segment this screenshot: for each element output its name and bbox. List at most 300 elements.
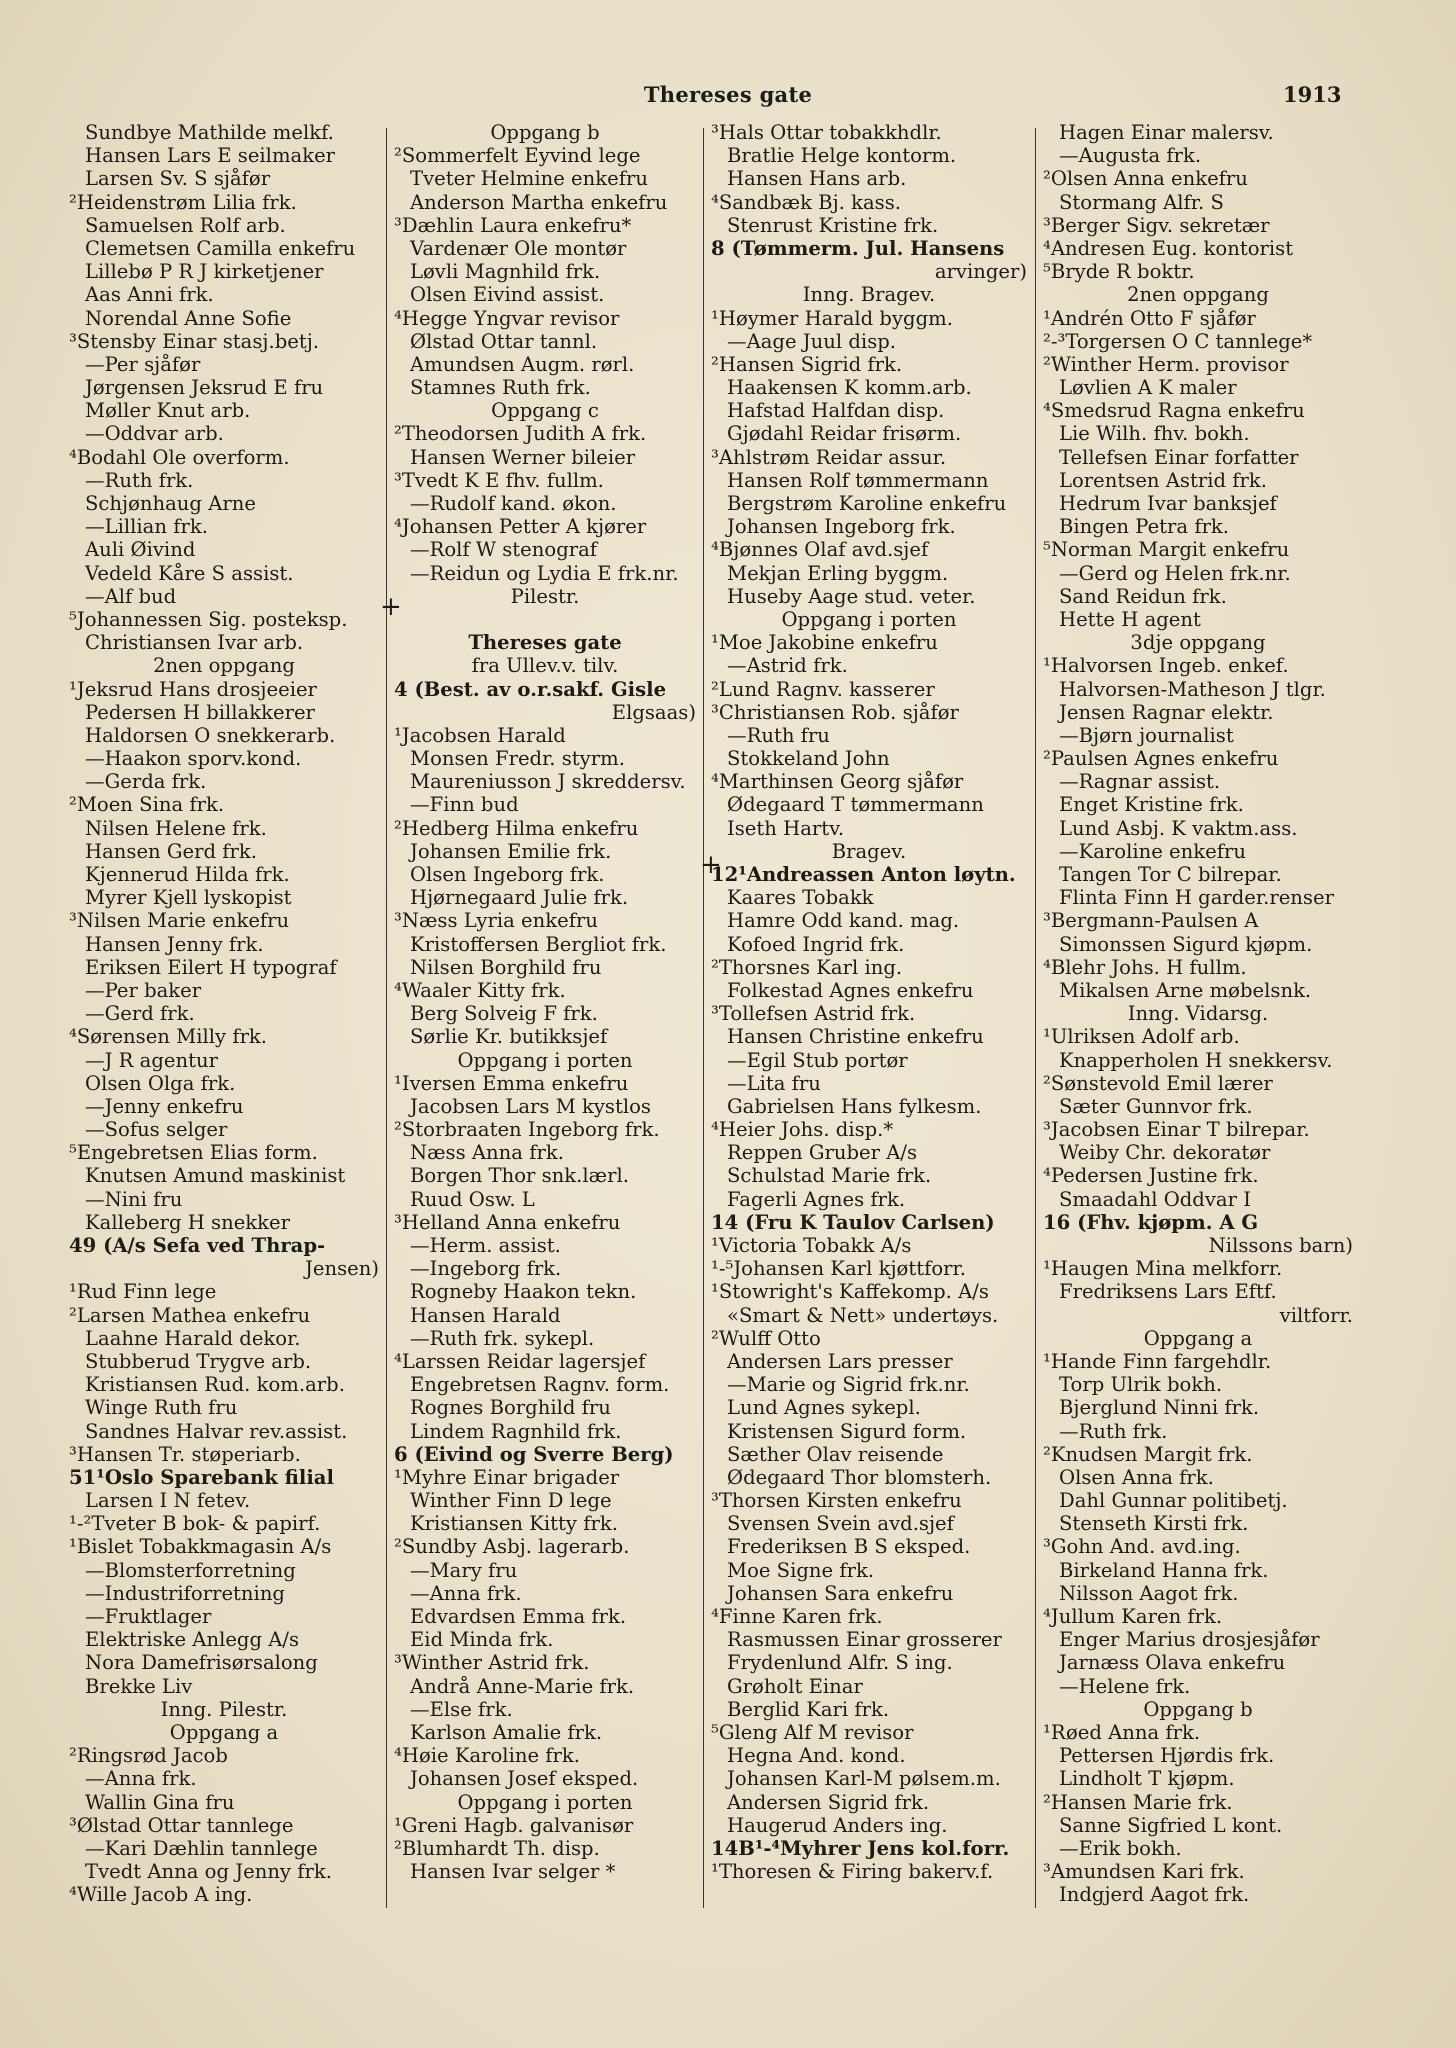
directory-entry: ¹Greni Hagb. galvanisør [394,1813,634,1837]
directory-entry: Olsen Eivind assist. [410,283,605,307]
directory-entry: Johansen Josef eksped. [410,1767,639,1791]
directory-entry: ⁴Larssen Reidar lagersjef [394,1349,646,1373]
directory-entry: 8 (Tømmerm. Jul. Hansens [711,236,1005,260]
directory-entry: Bjerglund Ninni frk. [1059,1396,1260,1420]
directory-entry: Møller Knut arb. [85,399,251,423]
directory-entry: Karlson Amalie frk. [410,1720,603,1744]
directory-entry: ²Winther Herm. provisor [1043,352,1289,376]
directory-entry: Andrå Anne-Marie frk. [410,1674,635,1698]
directory-entry: Stenseth Kirsti frk. [1059,1512,1249,1536]
directory-entry: ²-³Torgersen O C tannlege* [1043,329,1313,353]
directory-entry: Oppgang b [1143,1697,1253,1721]
directory-entry: Mikalsen Arne møbelsnk. [1059,978,1312,1002]
column-rule [1035,128,1036,1908]
directory-entry: Kjennerud Hilda frk. [85,863,290,886]
directory-entry: Stokkeland John [727,747,890,771]
directory-entry: Huseby Aage stud. veter. [727,584,976,608]
directory-entry: —Astrid frk. [727,654,848,678]
directory-entry: Eid Minda frk. [410,1628,554,1652]
directory-entry: —Gerd og Helen frk.nr. [1059,561,1291,585]
directory-entry: ²Hansen Marie frk. [1043,1790,1233,1814]
directory-entry: —Haakon sporv.kond. [85,747,302,771]
directory-entry: —Kari Dæhlin tannlege [85,1836,318,1860]
directory-entry: Johansen Sara enkefru [727,1581,954,1605]
directory-entry: —Ingeborg frk. [410,1257,562,1281]
directory-entry: ²Sønstevold Emil lærer [1043,1071,1273,1095]
directory-entry: Sand Reidun frk. [1059,584,1227,608]
page-header-title: Thereses gate [643,82,813,107]
directory-entry: ²Wulff Otto [711,1326,821,1350]
directory-entry: Jensen) [305,1257,379,1281]
directory-entry: 3dje oppgang [1130,631,1266,655]
directory-entry: Lund Agnes sykepl. [727,1396,921,1420]
directory-entry: Ølstad Ottar tannl. [410,329,598,353]
column-rule [386,128,387,1908]
directory-entry: Ødegaard T tømmermann [727,793,984,817]
directory-entry: Stenrust Kristine frk. [727,213,939,237]
directory-entry: Nilssons barn) [1208,1234,1353,1257]
directory-entry: ²Larsen Mathea enkefru [69,1303,311,1327]
directory-entry: Haugerud Anders ing. [727,1813,948,1837]
directory-entry: Oppgang i porten [781,607,957,631]
directory-entry: Hagen Einar malersv. [1059,121,1274,144]
directory-entry: ²Moen Sina frk. [69,793,225,817]
directory-entry: Larsen Sv. S sjåfør [85,167,271,191]
directory-entry: Rognes Borghild fru [410,1396,611,1420]
directory-entry: Haakensen K komm.arb. [727,376,972,400]
directory-entry: Kristensen Sigurd form. [727,1419,967,1443]
directory-entry: Nilsen Borghild fru [410,955,602,979]
directory-entry: Sandnes Halvar rev.assist. [85,1419,348,1443]
directory-entry: Birkeland Hanna frk. [1059,1558,1269,1582]
directory-entry: —Marie og Sigrid frk.nr. [727,1373,970,1397]
directory-entry: Johansen Ingeborg frk. [727,515,956,539]
directory-entry: —Finn bud [410,793,519,817]
directory-entry: ⁴Johansen Petter A kjører [394,515,647,539]
directory-entry: 2nen oppgang [1127,283,1269,307]
directory-entry: Brekke Liv [85,1674,193,1698]
directory-entry: —Fruktlager [85,1605,212,1628]
directory-entry: Elgsaas) [611,700,696,724]
directory-entry: ¹-²Tveter B bok- & papirf. [69,1512,321,1536]
directory-entry: Sæther Olav reisende [727,1442,944,1466]
directory-entry: ⁴Blehr Johs. H fullm. [1043,955,1247,979]
directory-entry: ¹Halvorsen Ingeb. enkef. [1043,654,1289,678]
directory-entry: Weiby Chr. dekoratør [1059,1141,1271,1165]
directory-entry: —Aage Juul disp. [727,329,897,353]
directory-entry: Fagerli Agnes frk. [727,1187,906,1211]
directory-entry: ³Christiansen Rob. sjåfør [711,700,959,724]
directory-entry: Winther Finn D lege [410,1489,612,1513]
directory-entry: 2nen oppgang [153,654,295,678]
directory-entry: —Gerd frk. [85,1002,195,1026]
directory-entry: —Egil Stub portør [727,1048,908,1072]
directory-entry: Olsen Anna frk. [1059,1465,1214,1489]
directory-entry: ³Jacobsen Einar T bilrepar. [1043,1118,1310,1142]
directory-entry: Maureniusson J skreddersv. [410,770,686,794]
directory-entry: Lindem Ragnhild frk. [410,1419,622,1443]
directory-entry: Berglid Kari frk. [727,1697,890,1721]
directory-entry: 14 (Fru K Taulov Carlsen) [711,1210,995,1234]
directory-entry: Myrer Kjell lyskopist [85,886,292,910]
directory-entry: Oppgang a [1143,1326,1253,1350]
directory-entry: Sæter Gunnvor frk. [1059,1094,1253,1118]
directory-entry: Nora Damefrisørsalong [85,1651,318,1675]
directory-entry: —Rudolf kand. økon. [410,492,617,515]
directory-entry: Enget Kristine frk. [1059,793,1244,817]
directory-entry: —Industriforretning [85,1581,285,1605]
directory-entry: —Anna frk. [85,1767,197,1791]
directory-entry: —Lita fru [727,1071,821,1095]
directory-entry: ¹Ulriksen Adolf arb. [1043,1025,1240,1049]
directory-entry: ²Storbraaten Ingeborg frk. [394,1118,660,1142]
directory-entry: Auli Øivind [85,538,196,562]
directory-entry: ¹Jacobsen Harald [394,723,566,747]
directory-entry: —Nini fru [85,1187,183,1211]
directory-entry: ⁴Finne Karen frk. [711,1605,883,1628]
directory-entry: ³Hals Ottar tobakkhdlr. [711,121,942,144]
directory-entry: Lindholt T kjøpm. [1059,1767,1235,1791]
directory-entry: ³Thorsen Kirsten enkefru [711,1489,962,1513]
directory-entry: Lie Wilh. fhv. bokh. [1059,422,1250,446]
directory-entry: Gabrielsen Hans fylkesm. [727,1094,982,1118]
directory-entry: Jørgensen Jeksrud E fru [85,376,324,400]
directory-entry: —Ruth fru [727,723,830,747]
directory-entry: Hansen Harald [410,1303,561,1327]
directory-entry: Oppgang a [169,1720,279,1744]
directory-entry: Lorentsen Astrid frk. [1059,468,1267,492]
directory-entry: Løvlien A K maler [1059,376,1237,400]
directory-entry: ⁴Hegge Yngvar revisor [394,306,620,330]
directory-entry: ⁴Jullum Karen frk. [1043,1605,1223,1628]
directory-entry: 6 (Eivind og Sverre Berg) [394,1442,674,1466]
directory-entry: —Anna frk. [410,1581,522,1605]
directory-entry: 14B¹-⁴Myhrer Jens kol.forr. [711,1836,1010,1860]
directory-entry: —Ruth frk. [1059,1419,1168,1443]
directory-entry: ³Hansen Tr. støperiarb. [69,1442,301,1466]
directory-entry: arvinger) [934,260,1027,284]
directory-entry: 4 (Best. av o.r.sakf. Gisle [394,677,667,701]
directory-entry: ⁴Wille Jacob A ing. [69,1883,253,1907]
directory-entry: Engebretsen Ragnv. form. [410,1373,670,1397]
directory-entry: —Ruth frk. [85,468,194,492]
directory-entry: ⁵Engebretsen Elias form. [69,1141,318,1165]
directory-entry: Bratlie Helge kontorm. [727,144,957,168]
directory-entry: —Karoline enkefru [1059,839,1246,863]
directory-entry: ²Olsen Anna enkefru [1043,167,1248,191]
directory-entry: Haldorsen O snekkerarb. [85,723,336,747]
directory-entry: Inng. Vidarsg. [1127,1002,1269,1026]
directory-entry: ²Lund Ragnv. kasserer [711,677,935,701]
directory-entry: Kaares Tobakk [727,886,874,910]
directory-entry: —Per baker [85,978,202,1002]
directory-entry: Gjødahl Reidar frisørm. [727,422,962,446]
directory-entry: Jarnæss Olava enkefru [1059,1651,1286,1675]
directory-entry: Anderson Martha enkefru [410,190,668,214]
directory-entry: Johansen Karl-M pølsem.m. [727,1767,1001,1791]
directory-entry: —Ragnar assist. [1059,770,1221,794]
directory-entry: ²Hedberg Hilma enkefru [394,816,639,840]
directory-entry: ⁴Bodahl Ole overform. [69,445,290,469]
directory-entry: «Smart & Nett» undertøys. [727,1303,999,1327]
directory-entry: Jacobsen Lars M kystlos [410,1094,651,1118]
directory-entry: Nilsson Aagot frk. [1059,1581,1239,1605]
directory-entry: Olsen Olga frk. [85,1071,236,1095]
directory-entry: ²Heidenstrøm Lilia frk. [69,190,297,214]
directory-entry: ⁴Andresen Eug. kontorist [1043,236,1294,260]
directory-entry: Ruud Osw. L [410,1187,535,1211]
directory-entry: Oppgang c [491,399,599,423]
directory-entry: Hamre Odd kand. mag. [727,909,960,933]
directory-entry: Hansen Jenny frk. [85,932,264,956]
directory-entry: ¹-⁵Johansen Karl kjøttforr. [711,1257,966,1281]
directory-entry: ²Sommerfelt Eyvind lege [394,144,641,168]
directory-entry: ³Tvedt K E fhv. fullm. [394,468,604,492]
directory-entry: Edvardsen Emma frk. [410,1605,627,1628]
directory-entry: Folkestad Agnes enkefru [727,978,974,1002]
directory-entry: Inng. Bragev. [802,283,936,307]
directory-entry: Stamnes Ruth frk. [410,376,591,400]
directory-entry: ²Theodorsen Judith A frk. [394,422,647,446]
directory-entry: ⁴Høie Karoline frk. [394,1744,581,1768]
directory-entry: Tangen Tor C bilrepar. [1059,863,1282,886]
directory-entry: ⁴Waaler Kitty frk. [394,978,566,1002]
directory-entry: Hansen Christine enkefru [727,1025,984,1049]
directory-entry: —Erik bokh. [1059,1836,1182,1860]
directory-entry: Elektriske Anlegg A/s [85,1628,300,1652]
directory-entry: —Jenny enkefru [85,1094,244,1118]
directory-entry: ²Thorsnes Karl ing. [711,955,903,979]
directory-entry: Tveter Helmine enkefru [410,167,648,191]
directory-entry: Pettersen Hjørdis frk. [1059,1744,1275,1768]
directory-entry: —Herm. assist. [410,1234,561,1257]
directory-entry: ⁴Sandbæk Bj. kass. [711,190,902,214]
directory-entry: Flinta Finn H garder.renser [1059,886,1334,910]
directory-entry: Hansen Lars E seilmaker [85,144,336,168]
directory-entry: ⁵Gleng Alf M revisor [711,1720,914,1744]
directory-entry: ¹Rud Finn lege [69,1280,217,1304]
directory-entry: ⁴Bjønnes Olaf avd.sjef [711,538,929,562]
directory-entry: Inng. Pilestr. [160,1697,288,1721]
directory-entry: Norendal Anne Sofie [85,306,292,330]
directory-entry: ⁴Pedersen Justine frk. [1043,1164,1259,1188]
directory-column-1 [69,121,379,1906]
directory-entry: ⁴Heier Johs. disp.* [711,1118,894,1142]
directory-entry: Larsen I N fetev. [85,1489,251,1513]
directory-entry: ²Paulsen Agnes enkefru [1043,747,1279,771]
directory-entry: —Lillian frk. [85,515,208,539]
directory-entry: Oppgang i porten [457,1790,633,1814]
directory-entry: ⁴Smedsrud Ragna enkefru [1043,399,1305,423]
directory-entry: Hedrum Ivar banksjef [1059,492,1277,515]
directory-entry: —Gerda frk. [85,770,207,794]
directory-entry: Næss Anna frk. [410,1141,564,1165]
directory-entry: —Per sjåfør [85,352,201,376]
directory-entry: viltforr. [1279,1303,1353,1327]
directory-entry: Nilsen Helene frk. [85,816,267,840]
directory-entry: Andersen Lars presser [727,1349,953,1373]
directory-entry: —J R agentur [85,1048,218,1072]
directory-entry: Ødegaard Thor blomsterh. [727,1465,992,1489]
directory-entry: —Alf bud [85,584,177,608]
directory-entry: Hansen Rolf tømmermann [727,468,989,492]
directory-entry: ³Helland Anna enkefru [394,1210,621,1234]
directory-entry: Smaadahl Oddvar I [1059,1187,1251,1211]
directory-entry: ³Nilsen Marie enkefru [69,909,290,933]
directory-entry: Knutsen Amund maskinist [85,1164,346,1188]
directory-entry: ²Hansen Sigrid frk. [711,352,903,376]
directory-entry: Monsen Fredr. styrm. [410,747,625,771]
directory-entry: Dahl Gunnar politibetj. [1059,1489,1288,1513]
directory-entry: Moe Signe frk. [727,1558,875,1582]
directory-entry: Simonssen Sigurd kjøpm. [1059,932,1313,956]
directory-entry: 16 (Fhv. kjøpm. A G [1043,1210,1259,1234]
directory-entry: fra Ullev.v. tilv. [471,654,619,678]
directory-entry: ³Gohn And. avd.ing. [1043,1535,1241,1559]
directory-column-4 [1043,121,1353,1906]
directory-entry: Pilestr. [510,584,580,608]
directory-entry: ²Knudsen Margit frk. [1043,1442,1253,1466]
directory-entry: Sundbye Mathilde melkf. [85,121,334,144]
directory-entry: 49 (A/s Sefa ved Thrap- [69,1234,326,1257]
directory-entry: 51¹Oslo Sparebank filial [69,1465,334,1489]
directory-entry: Kofoed Ingrid frk. [727,932,905,956]
directory-entry: —Augusta frk. [1059,144,1202,168]
directory-entry: ³Berger Sigv. sekretær [1043,213,1270,237]
directory-entry: Andersen Sigrid frk. [727,1790,930,1814]
directory-entry: Borgen Thor snk.lærl. [410,1164,629,1188]
directory-entry: Stormang Alfr. S [1059,190,1224,214]
directory-entry: Svensen Svein avd.sjef [727,1512,954,1536]
directory-entry: Clemetsen Camilla enkefru [85,236,356,260]
directory-entry: 12¹Andreassen Anton løytn. [711,863,1016,886]
directory-entry: Bergstrøm Karoline enkefru [727,492,1007,515]
directory-entry: —Reidun og Lydia E frk.nr. [410,561,679,585]
directory-entry: ³Ahlstrøm Reidar assur. [711,445,947,469]
directory-entry: Indgjerd Aagot frk. [1059,1883,1250,1907]
directory-entry: Rasmussen Einar grosserer [727,1628,1002,1652]
directory-entry: Thereses gate [468,631,622,655]
directory-entry: —Ruth frk. sykepl. [410,1326,595,1350]
directory-entry: ³Dæhlin Laura enkefru* [394,213,632,237]
directory-entry: ⁴Sørensen Milly frk. [69,1025,268,1049]
directory-entry [394,608,696,631]
directory-entry: Kristoffersen Bergliot frk. [410,932,667,956]
directory-entry: ³Næss Lyria enkefru [394,909,598,933]
directory-entry: Hafstad Halfdan disp. [727,399,945,423]
directory-entry: Lund Asbj. K vaktm.ass. [1059,816,1298,840]
directory-entry: —Blomsterforretning [85,1558,296,1582]
directory-entry: Stubberud Trygve arb. [85,1349,312,1373]
directory-entry: Hansen Ivar selger * [410,1860,616,1884]
directory-entry: Berg Solveig F frk. [410,1002,598,1026]
directory-entry: Hansen Hans arb. [727,167,907,191]
directory-entry: Halvorsen-Matheson J tlgr. [1059,677,1326,701]
directory-entry: Reppen Gruber A/s [727,1141,918,1165]
directory-entry: Eriksen Eilert H typograf [85,955,337,979]
directory-entry: Bingen Petra frk. [1059,515,1230,539]
directory-entry: Mekjan Erling byggm. [727,561,949,585]
directory-entry: Johansen Emilie frk. [410,839,612,863]
directory-entry: ¹Moe Jakobine enkefru [711,631,938,655]
directory-entry: ¹Iversen Emma enkefru [394,1071,629,1095]
directory-entry: ¹Andrén Otto F sjåfør [1043,306,1256,330]
cross-mark: + [700,850,722,880]
directory-entry: ¹Høymer Harald byggm. [711,306,953,330]
directory-entry: —Oddvar arb. [85,422,224,446]
directory-entry: Torp Ulrik bokh. [1059,1373,1223,1397]
directory-entry: Rogneby Haakon tekn. [410,1280,637,1304]
directory-entry: Sørlie Kr. butikksjef [410,1025,608,1049]
directory-entry: ¹Thoresen & Firing bakerv.f. [711,1860,994,1884]
directory-entry: Fredriksens Lars Eftf. [1059,1280,1277,1304]
directory-entry: ¹Stowright's Kaffekomp. A/s [711,1280,989,1304]
directory-entry: —Else frk. [410,1697,513,1721]
directory-entry: Hette H agent [1059,607,1201,631]
directory-entry: Hansen Werner bileier [410,445,636,469]
directory-entry: Wallin Gina fru [85,1790,235,1814]
directory-entry: —Rolf W stenograf [410,538,598,562]
directory-entry: Lillebø P R J kirketjener [85,260,324,284]
directory-entry: Aas Anni frk. [85,283,214,307]
directory-entry: ⁵Bryde R boktr. [1043,260,1195,284]
directory-entry: Kristiansen Kitty frk. [410,1512,618,1536]
directory-entry: ⁴Marthinsen Georg sjåfør [711,770,964,794]
directory-entry: ³Winther Astrid frk. [394,1651,590,1675]
directory-entry: Vedeld Kåre S assist. [85,561,294,585]
directory-entry: Hjørnegaard Julie frk. [410,886,629,910]
directory-entry: ⁵Johannessen Sig. posteksp. [69,607,348,631]
directory-entry: Løvli Magnhild frk. [410,260,601,284]
directory-entry: Enger Marius drosjesjåfør [1059,1628,1320,1652]
directory-entry: —Mary fru [410,1558,518,1582]
directory-entry: Pedersen H billakkerer [85,700,315,724]
directory-entry: ³Amundsen Kari frk. [1043,1860,1245,1884]
directory-entry: ¹Jeksrud Hans drosjeeier [69,677,317,701]
directory-entry: Frederiksen B S eksped. [727,1535,971,1559]
directory-entry: —Bjørn journalist [1059,723,1234,747]
directory-entry: Hegna And. kond. [727,1744,906,1768]
directory-entry: Schjønhaug Arne [85,492,256,515]
directory-entry: Kalleberg H snekker [85,1210,291,1234]
directory-entry: ¹Hande Finn fargehdlr. [1043,1349,1272,1373]
directory-entry: ¹Haugen Mina melkforr. [1043,1257,1283,1281]
directory-entry: Bragev. [831,839,907,863]
directory-entry: ²Ringsrød Jacob [69,1744,228,1768]
directory-column-2 [394,121,696,1883]
directory-entry: ³Bergmann-Paulsen A [1043,909,1259,933]
directory-entry: Iseth Hartv. [727,816,845,840]
directory-entry: Amundsen Augm. rørl. [410,352,635,376]
directory-entry: Tellefsen Einar forfatter [1059,445,1299,469]
directory-entry: Hansen Gerd frk. [85,839,257,863]
directory-entry: Jensen Ragnar elektr. [1059,700,1274,724]
directory-entry: ¹Bislet Tobakkmagasin A/s [69,1535,332,1559]
directory-entry: Christiansen Ivar arb. [85,631,304,655]
directory-entry: Sanne Sigfried L kont. [1059,1813,1283,1837]
page-number: 1913 [1283,82,1342,107]
directory-entry: Olsen Ingeborg frk. [410,863,605,886]
directory-entry: ¹Victoria Tobakk A/s [711,1234,912,1257]
directory-entry: Schulstad Marie frk. [727,1164,932,1188]
directory-entry: ³Tollefsen Astrid frk. [711,1002,916,1026]
directory-entry: Tvedt Anna og Jenny frk. [85,1860,332,1884]
directory-entry: Oppgang b [490,121,600,144]
directory-entry: Winge Ruth fru [85,1396,238,1420]
directory-entry: ¹Røed Anna frk. [1043,1720,1201,1744]
directory-entry: ⁵Norman Margit enkefru [1043,538,1290,562]
directory-entry: Grøholt Einar [727,1674,863,1698]
